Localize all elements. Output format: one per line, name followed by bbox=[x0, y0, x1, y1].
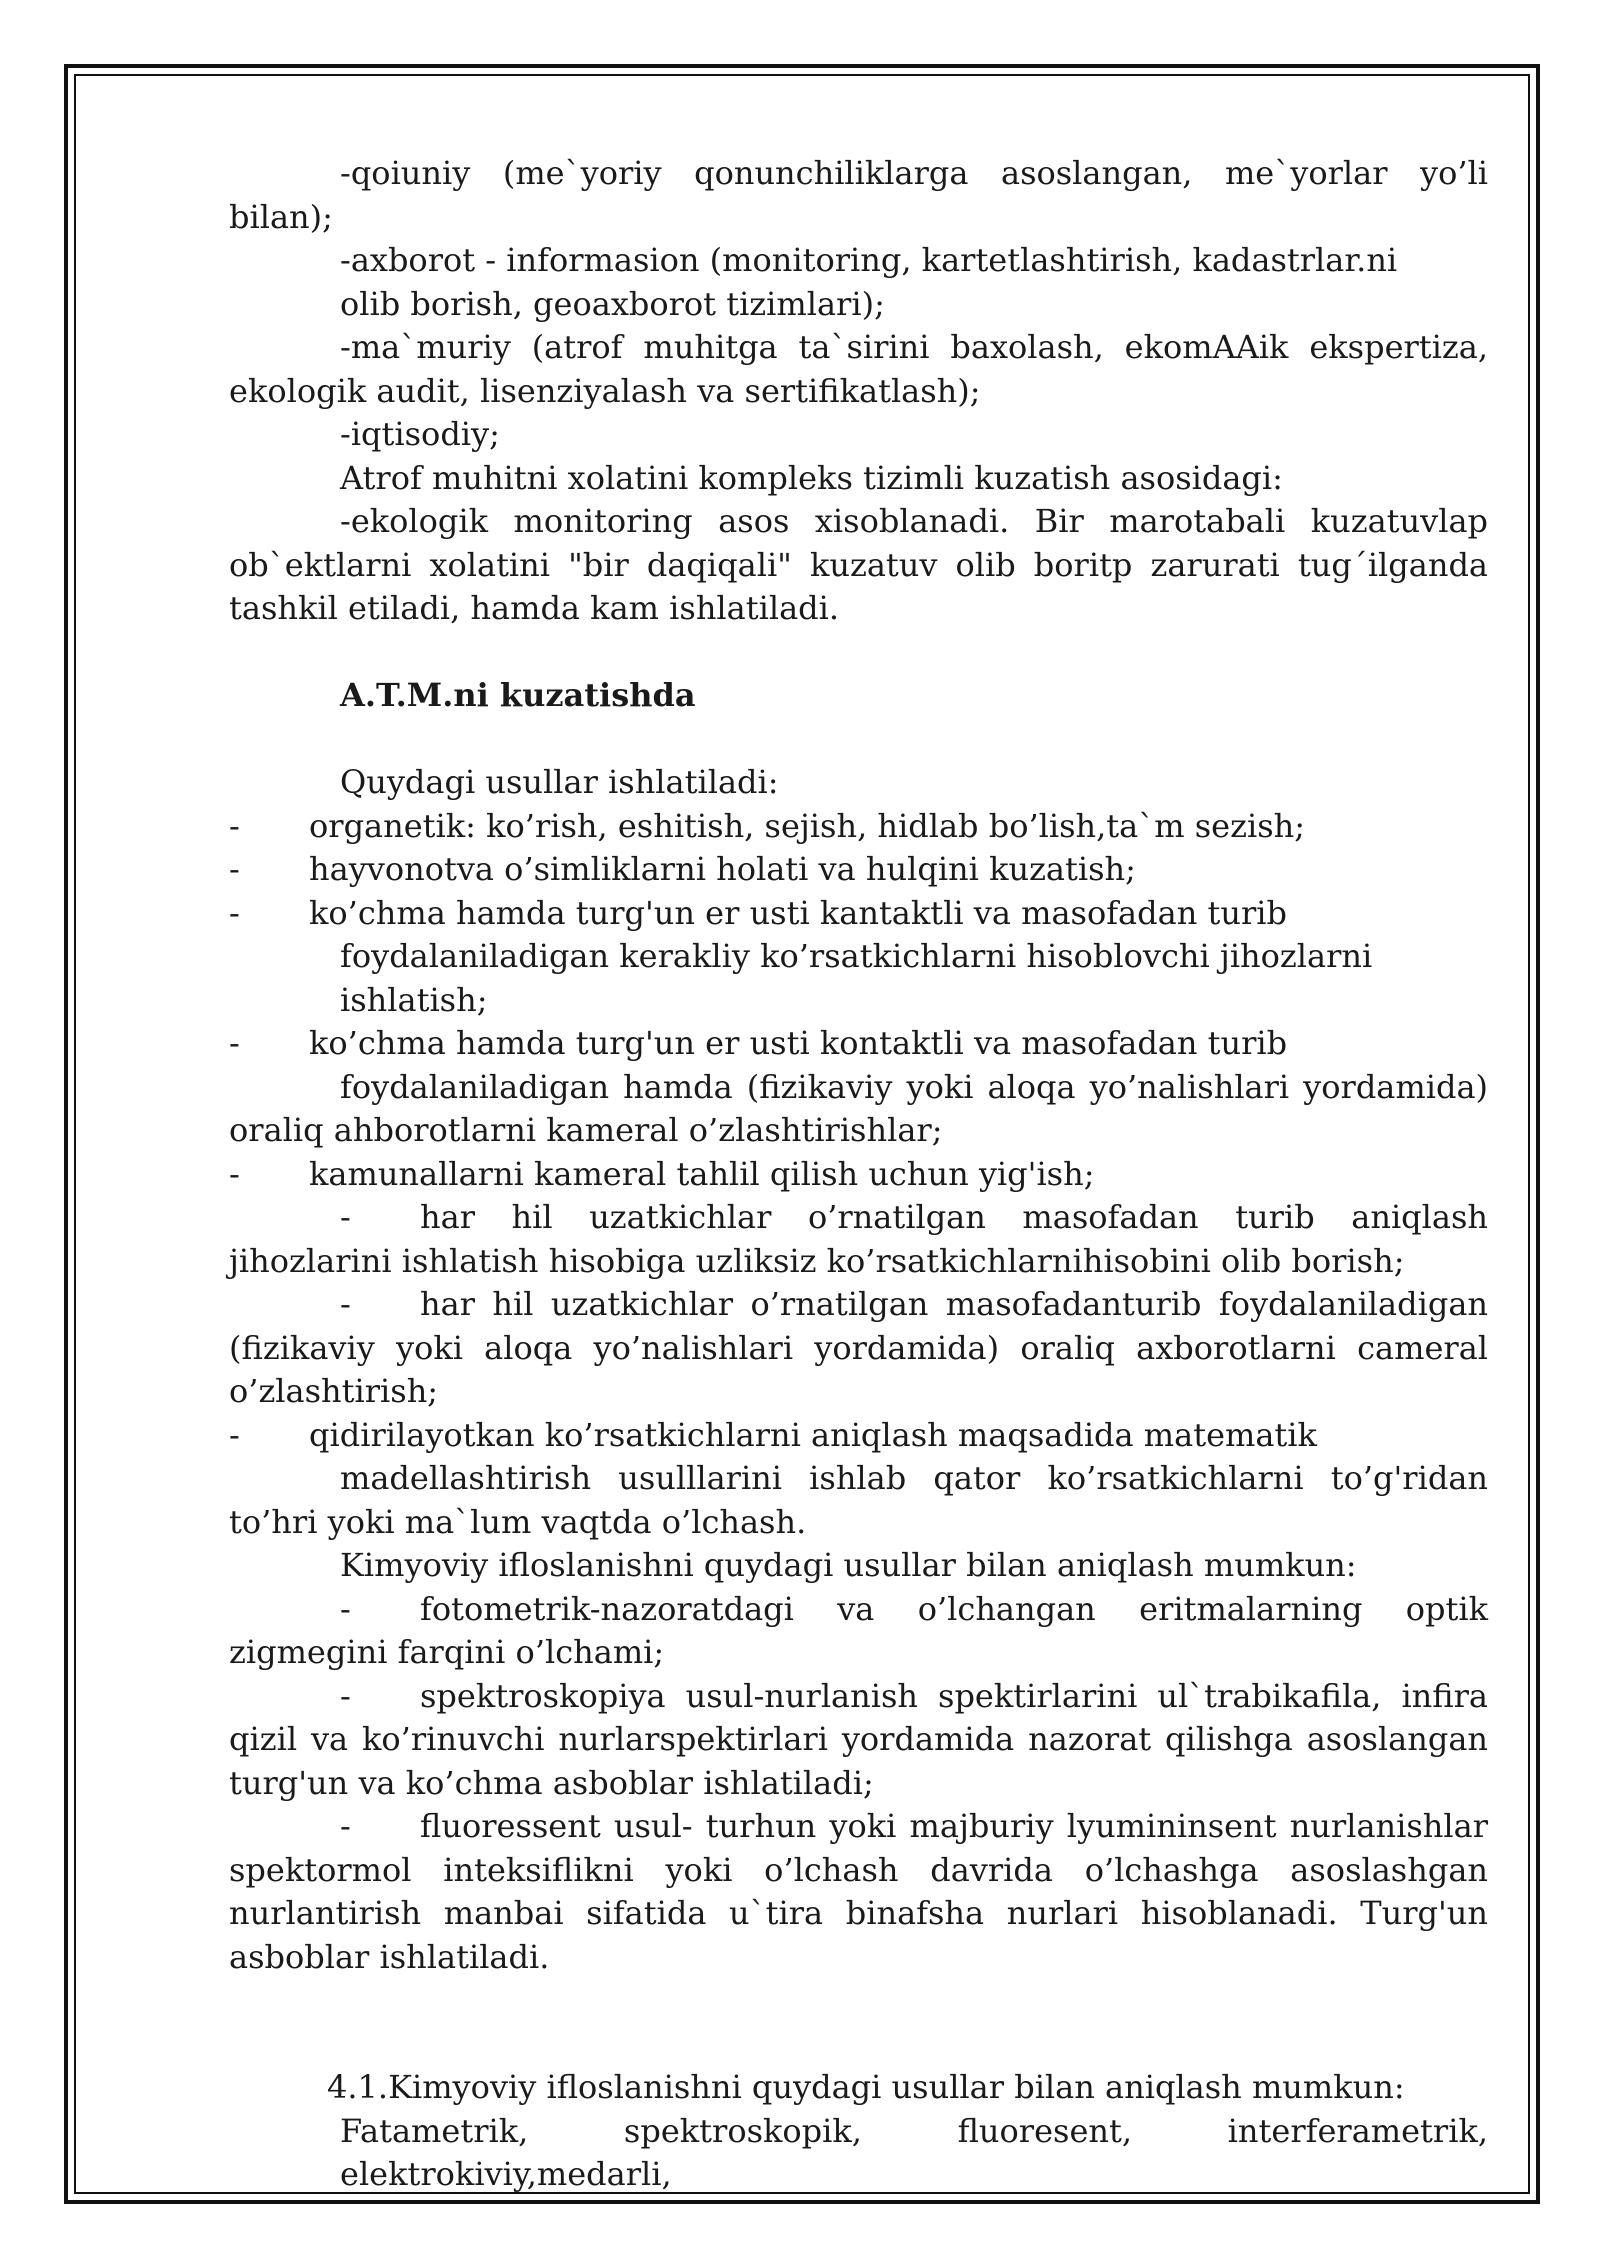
paragraph-legal: -qoiuniy (me`yoriy qonunchiliklarga asoslangan, me`yorlar yo’li bilan); bbox=[229, 154, 1488, 236]
list-item: - spektroskopiya usul-nurlanish spektirlarini ul`trabikafila, infira qizil va ko’rinuvchi nurlarspektirlari yordamida nazorat qilishga asoslangan turg'un va ko’chma asboblar ishlatiladi; bbox=[229, 1676, 1488, 1802]
list-item: - fluoressent usul- turhun yoki majburiy lyumininsent nurlanishlar spektormol inteksiflikni yoki o’lchash davrida o’lchashga asoslashgan nurlantirish manbai sifatida u`tira binafsha nurlari hisoblanadi. Turg'un asboblar ishlatiladi. bbox=[229, 1807, 1488, 1976]
list-item: - har hil uzatkichlar o’rnatilgan masofadanturib foydalaniladigan (fizikaviy yoki aloqa yo’nalishlari yordamida) oraliq axborotlarni cameral o’zlashtirish; bbox=[229, 1285, 1488, 1410]
list-item-cont: madellashtirish usulllarini ishlab qator ko’rsatkichlarni to’g'ridan to’hri yoki ma`lum vaqtda o’lchash. bbox=[229, 1459, 1488, 1541]
list-dash: - bbox=[229, 806, 240, 845]
list-dash: - bbox=[229, 893, 240, 932]
list-item: - har hil uzatkichlar o’rnatilgan masofadan turib aniqlash jihozlarini ishlatish hisobiga uzliksiz ko’rsatkichlarnihisobini olib borish; bbox=[229, 1198, 1488, 1280]
list-item: - fotometrik-nazoratdagi va o’lchangan eritmalarning optik zigmegini farqini o’lchami; bbox=[229, 1589, 1488, 1671]
paragraph-economic: -iqtisodiy; bbox=[340, 415, 500, 453]
document-body bbox=[229, 152, 1488, 2197]
list-dash: - bbox=[229, 1154, 240, 1193]
list-dash: - bbox=[229, 850, 240, 888]
list-item: - ko’chma hamda turg'un er usti kantaktli va masofadan turib bbox=[229, 892, 1488, 936]
list-item: - organetik: ko’rish, eshitish, sejish, hidlab bo’lish,ta`m sezish; bbox=[229, 805, 1488, 849]
list-item: - qidirilayotkan ko’rsatkichlarni aniqlash maqsadida matematik bbox=[229, 1414, 1488, 1458]
list-dash: - bbox=[229, 1415, 240, 1454]
list-item: - ko’chma hamda turg'un er usti kontaktli va masofadan turib bbox=[229, 1022, 1488, 1066]
chem-intro: Kimyoviy ifloslanishni quydagi usullar bilan aniqlash mumkun: bbox=[340, 1546, 1357, 1584]
list-item-cont: ishlatish; bbox=[340, 980, 488, 1019]
section-line: Fatametrik, spektroskopik, fluoresent, interferametrik, elektrokiviy,medarli, bbox=[340, 2111, 1488, 2193]
list-item-cont: foydalaniladigan hamda (fizikaviy yoki aloqa yo’nalishlari yordamida) oraliq ahborotlarni kameral o’zlashtirishlar; bbox=[229, 1067, 1488, 1149]
list-dash: - bbox=[340, 1807, 351, 1845]
section-title: 4.1.Kimyoviy ifloslanishni quydagi usullar bilan aniqlash mumkun: bbox=[327, 2068, 1405, 2106]
list-dash: - bbox=[340, 1589, 351, 1628]
paragraph-ecological-monitoring: -ekologik monitoring asos xisoblanadi. Bir marotabali kuzatuvlap ob`ektlarni xolatini "bir daqiqali" kuzatuv olib boritp zarurati tug´ilganda tashkil etiladi, hamda kam ishlatiladi. bbox=[229, 502, 1488, 627]
methods-intro: Quydagi usullar ishlatiladi: bbox=[340, 763, 779, 801]
list-item-cont: foydalaniladigan kerakliy ko’rsatkichlarni hisoblovchi jihozlarni bbox=[340, 937, 1373, 975]
list-dash: - bbox=[229, 1024, 240, 1062]
list-item: - hayvonotva o’simliklarni holati va hulqini kuzatish; bbox=[229, 848, 1488, 892]
paragraph-informational-cont: olib borish, geoaxborot tizimlari); bbox=[340, 284, 885, 323]
list-item: - kamunallarni kameral tahlil qilish uchun yig'ish; bbox=[229, 1153, 1488, 1197]
list-dash: - bbox=[340, 1198, 351, 1236]
list-dash: - bbox=[340, 1676, 351, 1715]
section-heading: A.T.M.ni kuzatishda bbox=[340, 676, 696, 714]
paragraph-informational: -axborot - informasion (monitoring, kartetlashtirish, kadastrlar.ni bbox=[340, 241, 1398, 279]
paragraph-complex-monitoring: Atrof muhitni xolatini kompleks tizimli kuzatish asosidagi: bbox=[340, 458, 1283, 497]
list-dash: - bbox=[340, 1285, 351, 1323]
paragraph-administrative: -ma`muriy (atrof muhitga ta`sirini baxolash, ekomAAik ekspertiza, ekologik audit, lisenziyalash va sertifikatlash); bbox=[229, 328, 1488, 410]
